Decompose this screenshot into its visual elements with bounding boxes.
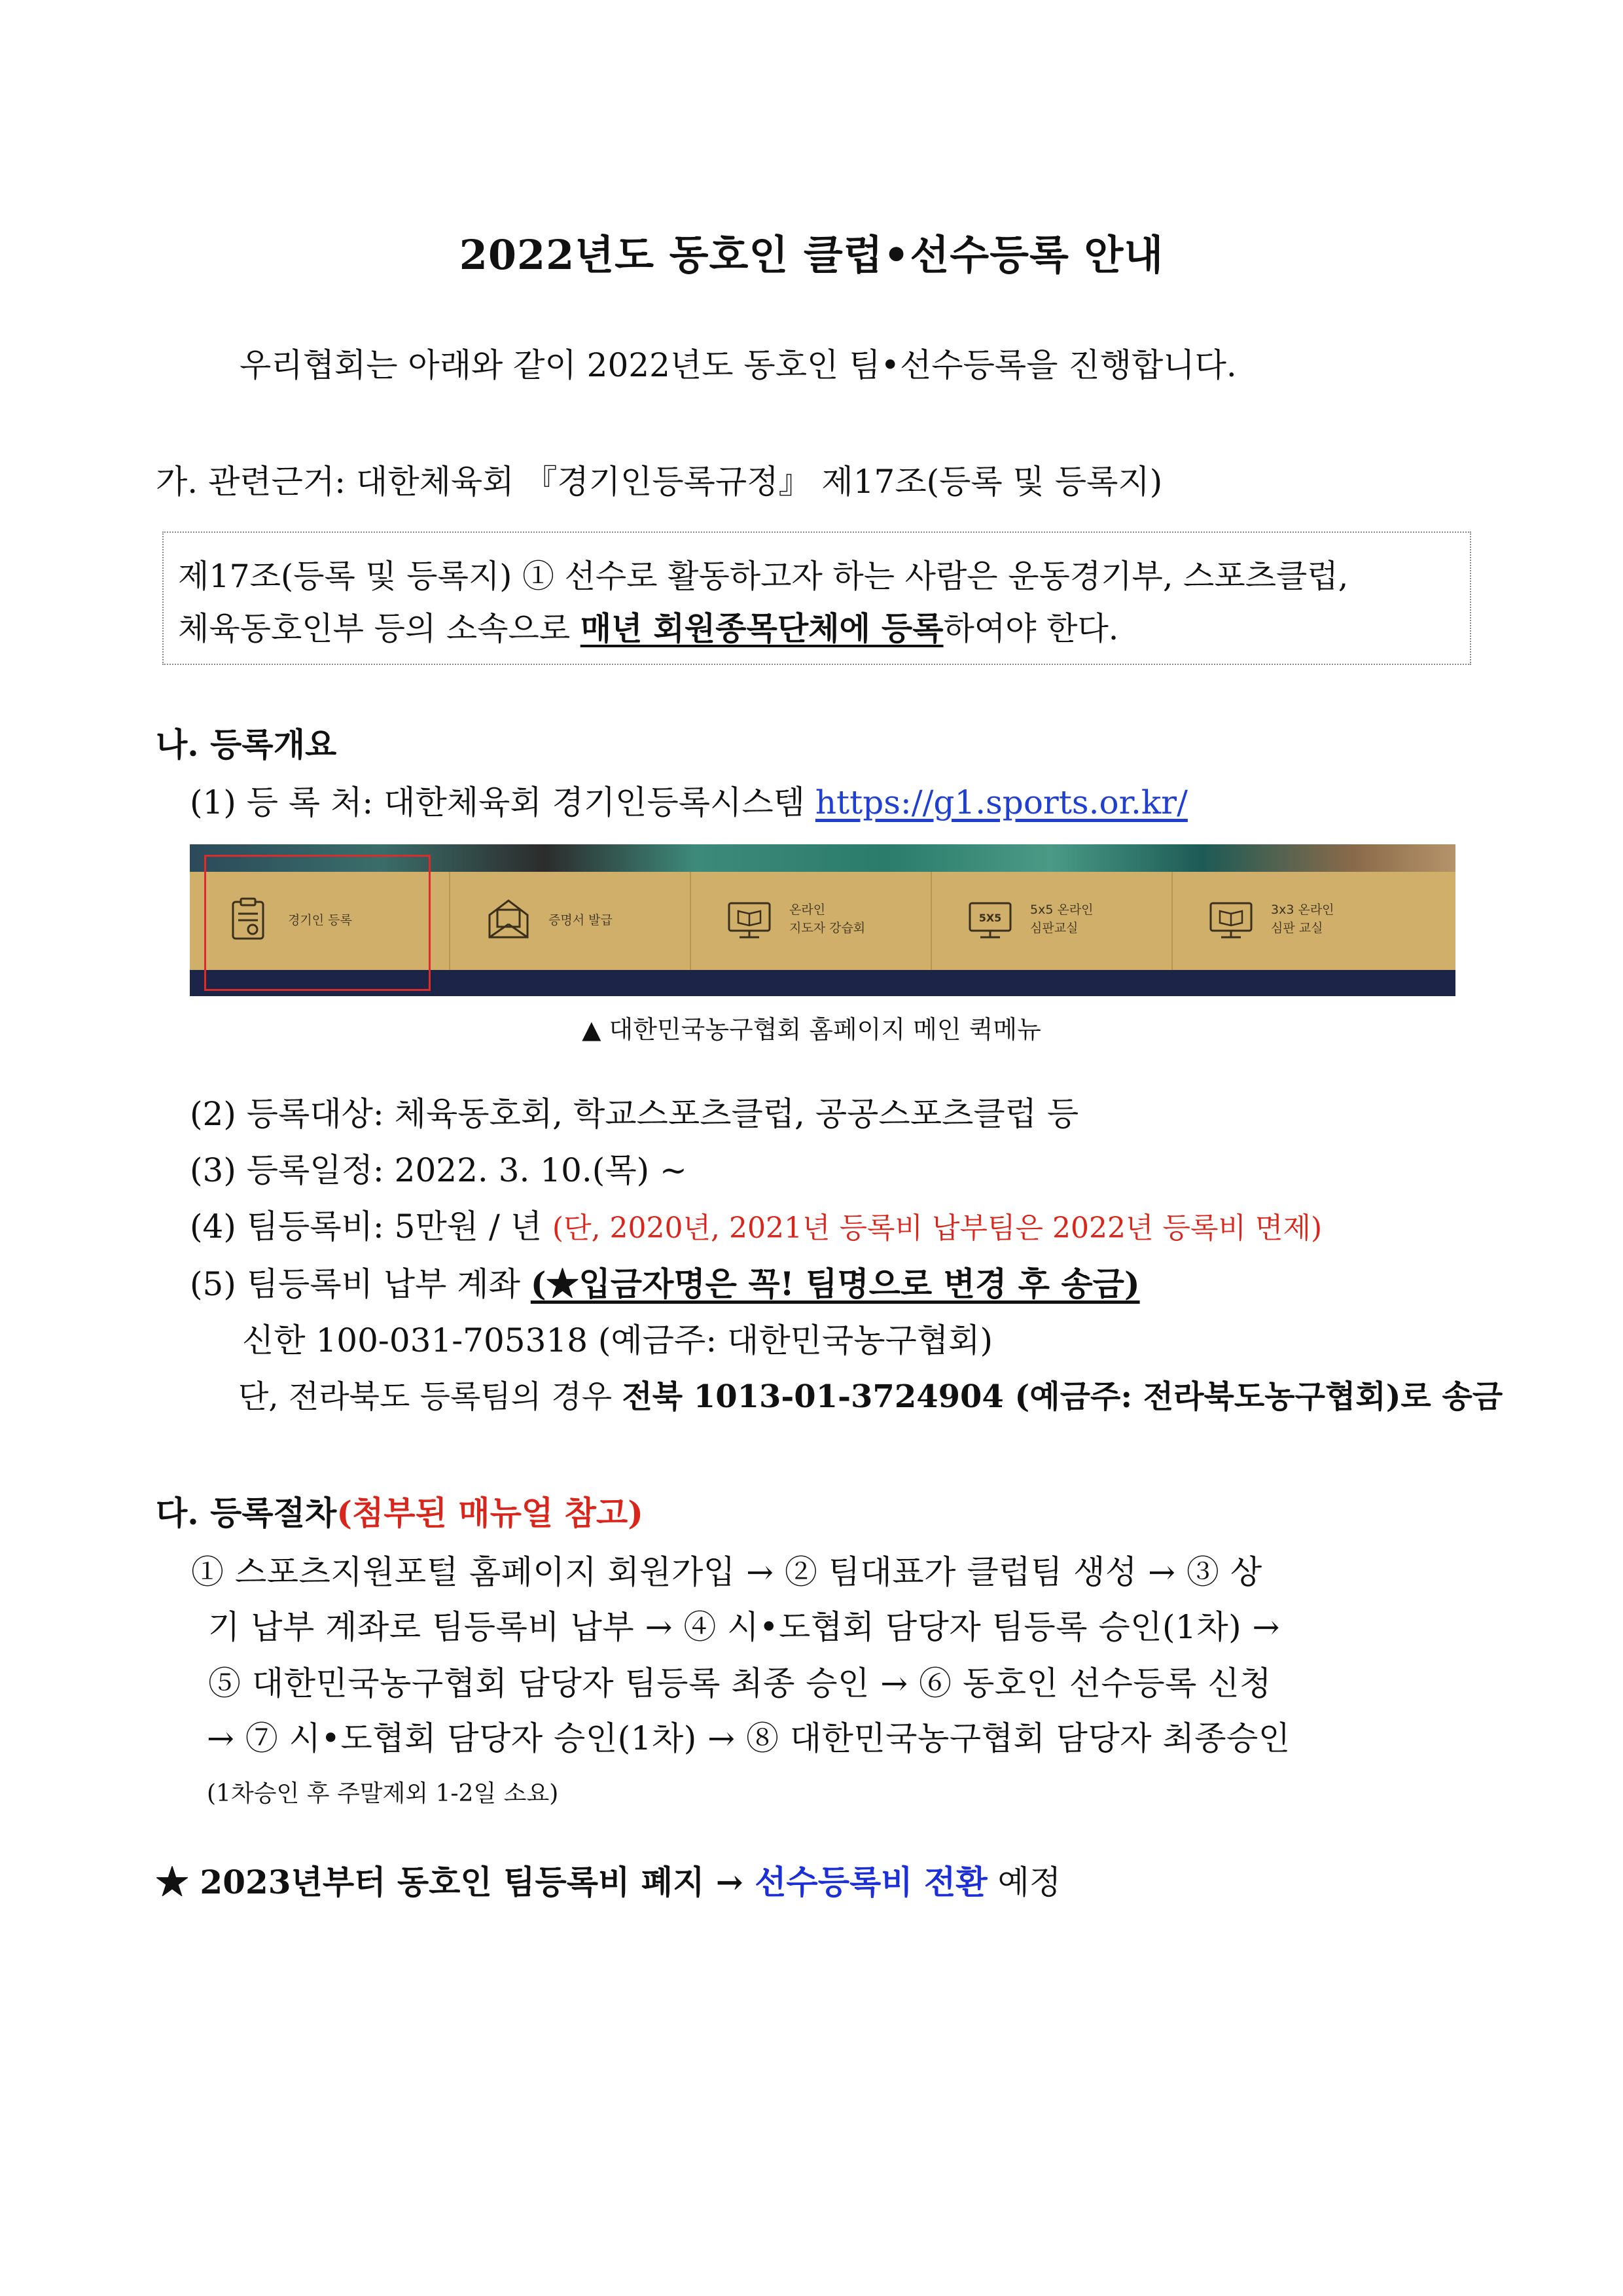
svg-text:5X5: 5X5 [978, 912, 1002, 924]
quick-menu-label: 5x5 온라인 심판교실 [1030, 903, 1094, 935]
depositor-name-notice: (★입금자명은 꼭! 팀명으로 변경 후 송금) [530, 1265, 1140, 1303]
manual-reference: (첨부된 매뉴얼 참고) [336, 1494, 643, 1532]
quick-menu-online-coach-course[interactable] [691, 872, 932, 970]
quick-menu-certificate[interactable] [450, 872, 691, 970]
law-quote-line-1: 제17조(등록 및 등록지) ① 선수로 활동하고자 하는 사람은 운동경기부, 스포츠클럽, [178, 558, 1349, 595]
quick-menu-3x3-referee-class[interactable] [1173, 872, 1455, 970]
section-na-heading: 나. 등록개요 [156, 725, 337, 764]
procedure-line-2: 기 납부 계좌로 팀등록비 납부 → ④ 시•도협회 담당자 팀등록 승인(1차) → [208, 1608, 1280, 1646]
quick-menu-5x5-referee-class[interactable] [932, 872, 1173, 970]
fee-exemption-note: (단, 2020년, 2021년 등록비 납부팀은 2022년 등록비 면제) [552, 1211, 1323, 1245]
registration-target: (2) 등록대상: 체육동호회, 학교스포츠클럽, 공공스포츠클럽 등 [190, 1095, 1079, 1133]
monitor-5x5-icon [966, 895, 1014, 944]
procedure-note: (1차승인 후 주말제외 1-2일 소요) [207, 1780, 559, 1807]
team-fee-line: (4) 팀등록비: 5만원 / 년 (단, 2020년, 2021년 등록비 납부팀은 2022년 등록비 면제) [190, 1208, 1323, 1246]
procedure-line-3: ⑤ 대한민국농구협회 담당자 팀등록 최종 승인 → ⑥ 동호인 선수등록 신청 [208, 1664, 1272, 1702]
player-fee-conversion: 선수등록비 전환 [755, 1863, 988, 1901]
monitor-book-icon [725, 895, 774, 944]
banner-caption: ▲ 대한민국농구협회 홈페이지 메인 퀵메뉴 [582, 1015, 1041, 1044]
account-jeonbuk: 전북 1013-01-3724904 (예금주: 전라북도농구협회)로 송금 [622, 1378, 1503, 1415]
page-title: 2022년도 동호인 클럽•선수등록 안내 [459, 231, 1164, 279]
quick-menu-label: 온라인 지도자 강습회 [789, 903, 866, 935]
monitor-book-icon [1207, 895, 1255, 944]
procedure-line-4: → ⑦ 시•도협회 담당자 승인(1차) → ⑧ 대한민국농구협회 담당자 최종승인 [207, 1719, 1291, 1757]
highlight-box [204, 855, 431, 991]
quick-menu-label: 경기인 등록 [288, 913, 352, 927]
fee-account-line: (5) 팀등록비 납부 계좌 (★입금자명은 꼭! 팀명으로 변경 후 송금) [190, 1265, 1140, 1303]
law-quote-emphasis: 매년 회원종목단체에 등록 [580, 609, 944, 647]
account-shinhan: 신한 100-031-705318 (예금주: 대한민국농구협회) [242, 1321, 993, 1359]
section-ga-heading: 가. 관련근거: 대한체육회 『경기인등록규정』 제17조(등록 및 등록지) [156, 463, 1163, 501]
quick-menu-label: 증명서 발급 [548, 913, 613, 927]
registration-site-line: (1) 등 록 처: 대한체육회 경기인등록시스템 https://g1.sports.or.kr/ [190, 783, 1188, 821]
law-quote-line-2: 체육동호인부 등의 소속으로 매년 회원종목단체에 등록하여야 한다. [178, 609, 1119, 647]
footer-notice: ★ 2023년부터 동호인 팀등록비 폐지 → 선수등록비 전환 예정 [156, 1863, 1061, 1901]
quick-menu-banner [190, 844, 1455, 996]
certificate-icon [484, 895, 533, 944]
registration-site-link[interactable]: https://g1.sports.or.kr/ [815, 783, 1188, 821]
section-da-heading: 다. 등록절차(첨부된 매뉴얼 참고) [156, 1494, 643, 1532]
registration-schedule: (3) 등록일정: 2022. 3. 10.(목) ~ [190, 1151, 687, 1189]
law-quote-box [162, 531, 1471, 665]
procedure-line-1: ① 스포츠지원포털 홈페이지 회원가입 → ② 팀대표가 클럽팀 생성 → ③ 상 [191, 1553, 1262, 1591]
quick-menu-label: 3x3 온라인 심판 교실 [1271, 903, 1334, 935]
intro-text: 우리협회는 아래와 같이 2022년도 동호인 팀•선수등록을 진행합니다. [240, 346, 1237, 384]
account-jeonbuk-line: 단, 전라북도 등록팀의 경우 전북 1013-01-3724904 (예금주: 전라북도농구협회)로 송금 [238, 1378, 1503, 1415]
